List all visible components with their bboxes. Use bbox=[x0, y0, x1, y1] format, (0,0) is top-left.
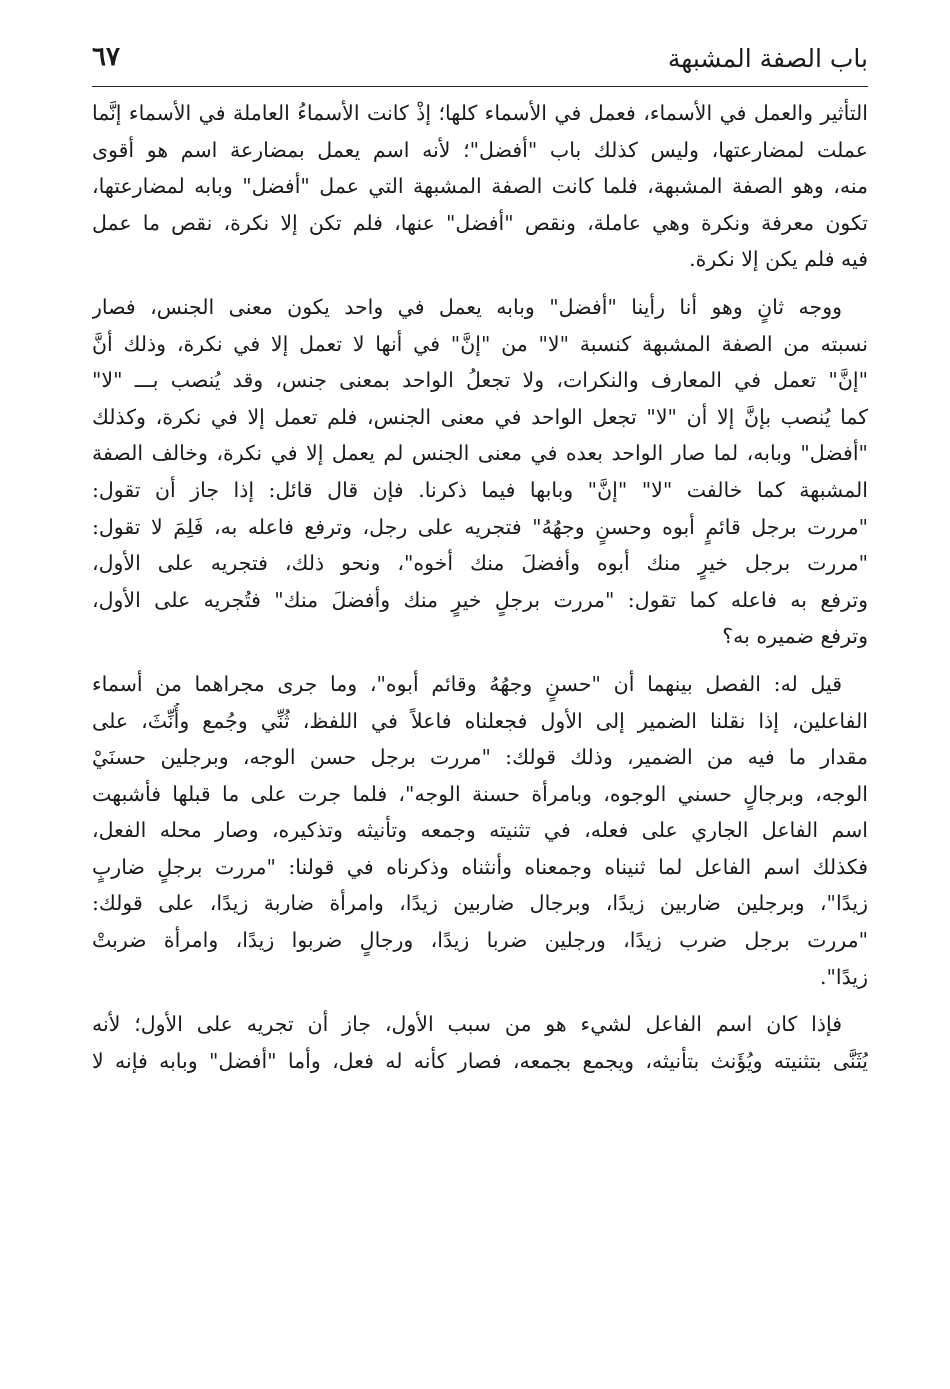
paragraph bbox=[92, 95, 868, 278]
text-line: وترفع ضميره به؟ bbox=[722, 624, 868, 649]
page-header bbox=[92, 36, 868, 82]
text-line: "مررت برجل قائمٍ أبوه وحسنٍ وجهُهُ" فتجريه على رجل، وترفع فاعله به، فَلِمَ لا تقول: bbox=[92, 514, 868, 539]
text-line: فإذا كان اسم الفاعل لشيء هو من سبب الأول، جاز أن تجريه على الأول؛ لأنه bbox=[92, 1012, 842, 1037]
text-line: "مررت برجل ضرب زيدًا، ورجلين ضربا زيدًا، ورجالٍ ضربوا زيدًا، وامرأة ضربتْ bbox=[92, 928, 868, 953]
text-line: تكون معرفة ونكرة وهي عاملة، ونقص "أفضل" عنها، فلم تكن إلا نكرة، نقص ما عمل bbox=[92, 210, 868, 235]
text-line: ووجه ثانٍ وهو أنا رأينا "أفضل" وبابه يعمل في واحد يكون معنى الجنس، فصار bbox=[92, 294, 842, 319]
text-line: الفاعلين، إذا نقلنا الضمير إلى الأول فجعلناه فاعلاً في اللفظ، ثُنِّي وجُمع وأُنِّثَ، على bbox=[92, 708, 868, 733]
page-body bbox=[92, 95, 868, 1079]
text-line: اسم الفاعل الجاري على فعله، في تثنيته وجمعه وتأنيثه وتذكيره، وصار محله الفعل، bbox=[92, 818, 868, 843]
paragraph bbox=[92, 289, 868, 655]
header-divider bbox=[92, 86, 868, 87]
text-line: نسبته من الصفة المشبهة كنسبة "لا" من "إنَّ" في أنها لا تعمل إلا في نكرة، وذلك أنَّ bbox=[92, 331, 868, 356]
page-number: ٦٧ bbox=[92, 42, 120, 72]
running-title: باب الصفة المشبهة bbox=[667, 44, 868, 73]
text-line: فيه فلم يكن إلا نكرة. bbox=[689, 247, 868, 272]
text-line: المشبهة كما خالفت "لا" "إنَّ" وبابها فيما ذكرنا. فإن قال قائل: إذا جاز أن تقول: bbox=[92, 477, 868, 502]
text-line: وترفع به فاعله كما تقول: "مررت برجلٍ خيرٍ منك وأفضلَ منك" فتُجريه على الأول، bbox=[92, 587, 868, 612]
text-line: منه، وهو الصفة المشبهة، فلما كانت الصفة المشبهة التي عمل "أفضل" وبابه لمضارعتها، bbox=[92, 174, 868, 199]
text-line: زيدًا"، وبرجلين ضاربين زيدًا، وبرجال ضاربين زيدًا، وامرأة ضاربة زيدًا، على قولك: bbox=[92, 891, 868, 916]
text-line: مقدار ما فيه من الضمير، وذلك قولك: "مررت برجل حسن الوجه، وبرجلين حسنَيْ bbox=[92, 745, 868, 770]
text-line: "إنَّ" تعمل في المعارف والنكرات، ولا تجعلُ الواحد بمعنى جنس، وقد يُنصب بـــ "لا" bbox=[92, 368, 868, 393]
text-line: "مررت برجل خيرٍ منك أبوه وأفضلَ منك أخوه"، ونحو ذلك، فتجريه على الأول، bbox=[92, 551, 868, 576]
text-line: زيدًا". bbox=[819, 964, 868, 989]
text-line: قيل له: الفصل بينهما أن "حسنٍ وجهُهُ وقائم أبوه"، وما جرى مجراهما من أسماء bbox=[92, 671, 842, 696]
text-line: "أفضل" وبابه، لما صار الواحد بعده في معنى الجنس لم يعمل إلا في نكرة، وخالف الصفة bbox=[92, 441, 868, 466]
paragraph bbox=[92, 666, 868, 995]
text-line: الوجه، وبرجالٍ حسني الوجوه، وبامرأة حسنة الوجه"، فلما جرت على ما قبلها فأشبهت bbox=[92, 781, 868, 806]
text-line: يُثَنَّى بتثنيته ويُؤَنث بتأنيثه، ويجمع بجمعه، فصار كأنه له فعل، وأما "أفضل" وبابه فإنه لا bbox=[92, 1048, 868, 1073]
text-line: كما يُنصب بإنَّ إلا أن "لا" تجعل الواحد في معنى الجنس، فلم تعمل إلا في نكرة، وكذلك bbox=[92, 404, 868, 429]
text-line: فكذلك اسم الفاعل لما ثنيناه وجمعناه وأنثناه وذكرناه في قولنا: "مررت برجلٍ ضاربٍ bbox=[92, 854, 868, 879]
text-line: التأثير والعمل في الأسماء، فعمل في الأسماء كلها؛ إذْ كانت الأسماءُ العاملة في الأسماء إنَّما bbox=[92, 101, 868, 125]
text-line: عملت لمضارعتها، وليس كذلك باب "أفضل"؛ لأنه اسم يعمل بمضارعة اسم هو أقوى bbox=[92, 137, 868, 162]
paragraph bbox=[92, 1006, 868, 1079]
